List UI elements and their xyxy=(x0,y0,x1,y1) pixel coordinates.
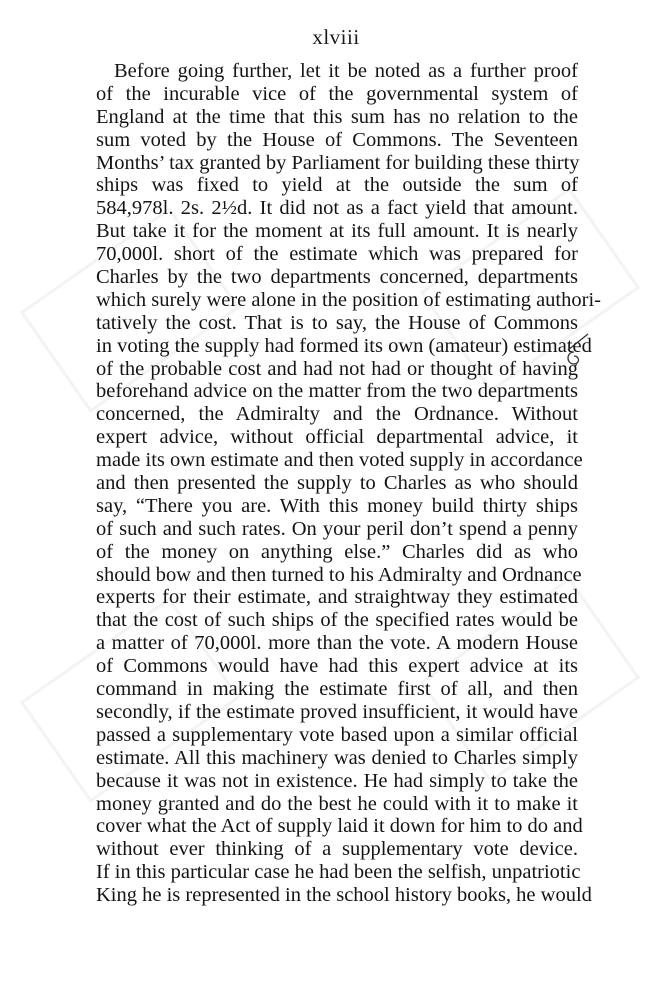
text-line: experts for their estimate, and straightway they estimated xyxy=(96,586,578,609)
text-line: King he is represented in the school history books, he would xyxy=(96,884,592,907)
text-line: England at the time that this sum has no relation to the xyxy=(96,105,578,128)
text-line: of the incurable vice of the governmental system of xyxy=(96,82,578,105)
text-line: Charles by the two departments concerned, departments xyxy=(96,266,578,289)
text-line: 70,000l. short of the estimate which was prepared for xyxy=(96,243,578,266)
text-line: estimate. All this machinery was denied to Charles simply xyxy=(96,746,578,769)
text-line: of the money on anything else.” Charles did as who xyxy=(96,540,578,563)
text-line: because it was not in existence. He had simply to take the xyxy=(96,769,578,792)
text-line: secondly, if the estimate proved insufficient, it would have xyxy=(96,700,578,723)
text-line: expert advice, without official departmental advice, it xyxy=(96,426,578,449)
text-line: sum voted by the House of Commons. The Seventeen xyxy=(96,128,578,151)
text-line: say, “There you are. With this money build thirty ships xyxy=(96,494,578,517)
page-number: xlviii xyxy=(312,25,360,49)
text-line: beforehand advice on the matter from the two departments xyxy=(96,380,578,403)
text-line: made its own estimate and then voted supply in accordance xyxy=(96,449,583,472)
body-text xyxy=(96,60,601,907)
text-line: concerned, the Admiralty and the Ordnance. Without xyxy=(96,403,578,426)
text-line: command in making the estimate first of all, and then xyxy=(96,678,578,701)
text-line: in voting the supply had formed its own (amateur) estimated xyxy=(96,334,592,357)
text-line: and then presented the supply to Charles as who should xyxy=(96,472,578,495)
text-line: 584,978l. 2s. 2½d. It did not as a fact yield that amount. xyxy=(96,197,578,220)
text-line: But take it for the moment at its full amount. It is nearly xyxy=(96,220,578,243)
text-line: passed a supplementary vote based upon a similar official xyxy=(96,723,578,746)
text-line: Months’ tax granted by Parliament for building these thirty xyxy=(96,151,580,174)
text-line: a matter of 70,000l. more than the vote. A modern House xyxy=(96,632,578,655)
text-line: money granted and do the best he could with it to make it xyxy=(96,792,578,815)
text-line: without ever thinking of a supplementary vote device. xyxy=(96,838,578,861)
text-line: which surely were alone in the position of estimating authori- xyxy=(96,288,601,311)
text-line: of Commons would have had this expert advice at its xyxy=(96,655,578,678)
text-line: tatively the cost. That is to say, the House of Commons xyxy=(96,311,578,334)
text-line: ships was fixed to yield at the outside the sum of xyxy=(96,174,578,197)
text-line: of the probable cost and had not had or thought of having xyxy=(96,357,578,380)
text-line: should bow and then turned to his Admiralty and Ordnance xyxy=(96,563,582,586)
text-line: cover what the Act of supply laid it down for him to do and xyxy=(96,815,583,838)
text-line: If in this particular case he had been the selfish, unpatriotic xyxy=(96,861,581,884)
text-line: of such and such rates. On your peril don’t spend a penny xyxy=(96,517,578,540)
text-line: that the cost of such ships of the specified rates would be xyxy=(96,609,578,632)
text-line: Before going further, let it be noted as a further proof xyxy=(114,60,578,82)
